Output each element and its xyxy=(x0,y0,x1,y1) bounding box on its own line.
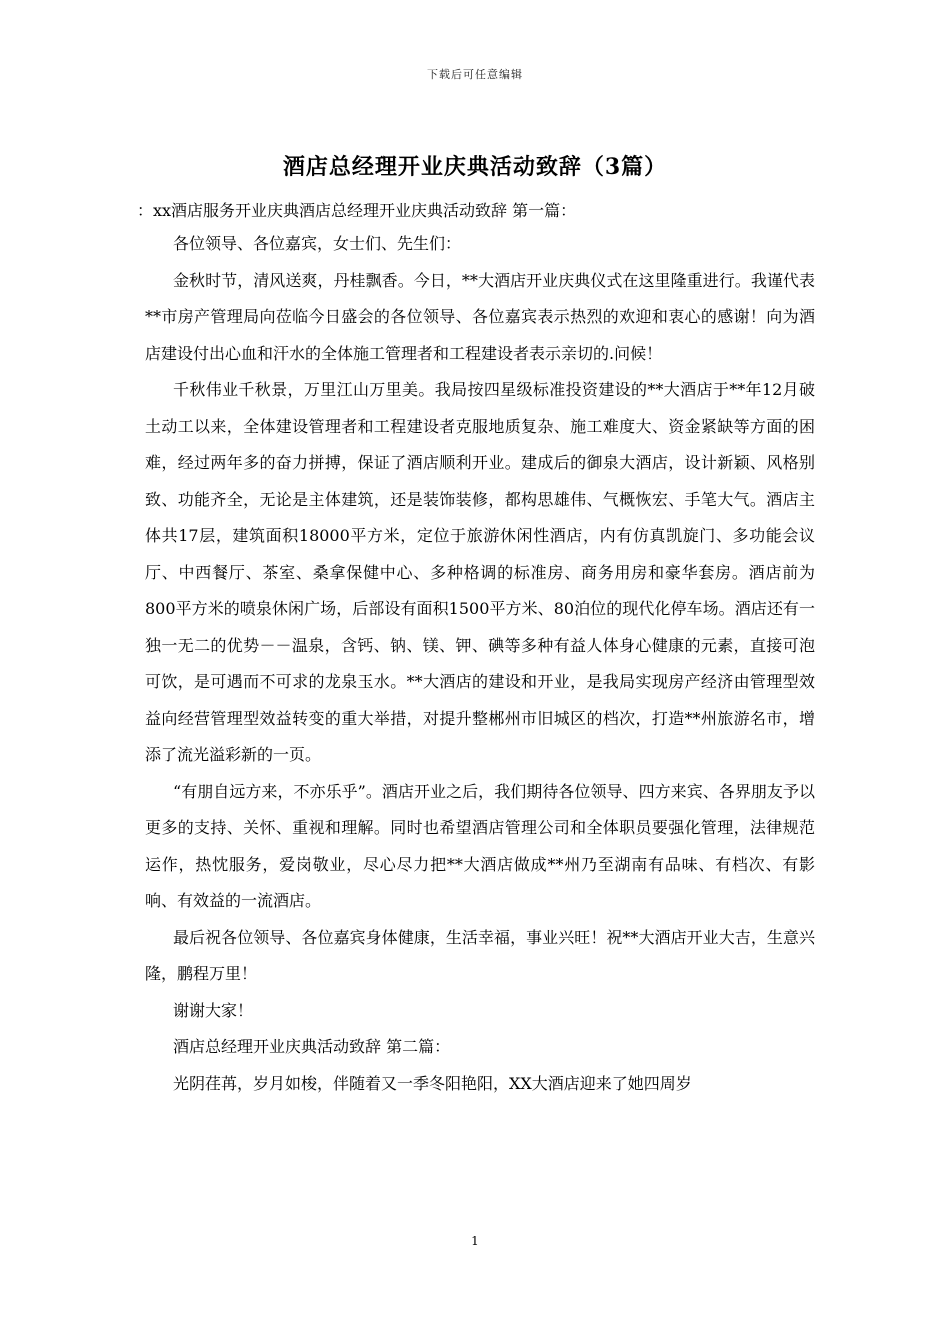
section-heading: 酒店总经理开业庆典活动致辞 第二篇： xyxy=(173,1037,451,1056)
salutation: 各位领导、各位嘉宾，女士们、先生们： xyxy=(173,234,462,253)
closing-thanks: 谢谢大家！ xyxy=(173,1000,254,1020)
paragraph: 最后祝各位领导、各位嘉宾身体健康，生活幸福，事业兴旺！祝**大酒店开业大吉，生意兴隆，鹏程万里！ xyxy=(145,927,815,983)
paragraph: 光阴荏苒，岁月如梭，伴随着又一季冬阳艳阳，XX大酒店迎来了她四周岁 xyxy=(173,1073,692,1093)
document-body xyxy=(137,196,815,1102)
paragraph: “有朋自远方来，不亦乐乎”。酒店开业之后，我们期待各位领导、四方来宾、各界朋友予以更多的支持、关怀、重视和理解。同时也希望酒店管理公司和全体职员要强化管理，法律规范运作，热忱服务，爱岗敬业，尽心尽力把**大酒店做成**州乃至湖南有品味、有档次、有影响、有效益的一流酒店。 xyxy=(145,781,815,910)
intro-line: ：xx酒店服务开业庆典酒店总经理开业庆典活动致辞 第一篇： xyxy=(137,201,577,220)
paragraph: 金秋时节，清风送爽，丹桂飘香。今日，**大酒店开业庆典仪式在这里隆重进行。我谨代表**市房产管理局向莅临今日盛会的各位领导、各位嘉宾表示热烈的欢迎和衷心的感谢！向为酒店建设付出心血和汗水的全体施工管理者和工程建设者表示亲切的.问候！ xyxy=(145,270,815,363)
page-number: 1 xyxy=(471,1234,479,1248)
paragraph: 千秋伟业千秋景，万里江山万里美。我局按四星级标准投资建设的**大酒店于**年12月破土动工以来，全体建设管理者和工程建设者克服地质复杂、施工难度大、资金紧缺等方面的困难，经过两年多的奋力拼搏，保证了酒店顺利开业。建成后的御泉大酒店，设计新颖、风格别致、功能齐全，无论是主体建筑，还是装饰装修，都构思雄伟、气概恢宏、手笔大气。酒店主体共17层，建筑面积18000平方米，定位于旅游休闲性酒店，内有仿真凯旋门、多功能会议厅、中西餐厅、茶室、桑拿保健中心、多种格调的标准房、商务用房和豪华套房。酒店前为800平方米的喷泉休闲广场，后部设有面积1500平方米、80泊位的现代化停车场。酒店还有一独一无二的优势－－温泉，含钙、钠、镁、钾、碘等多种有益人体身心健康的元素，直接可泡可饮，是可遇而不可求的龙泉玉水。**大酒店的建设和开业，是我局实现房产经济由管理型效益向经营管理型效益转变的重大举措，对提升整郴州市旧城区的档次，打造**州旅游名市，增添了流光溢彩新的一页。 xyxy=(145,380,815,764)
header-note: 下载后可任意编辑 xyxy=(427,68,523,81)
document-title: 酒店总经理开业庆典活动致辞（3篇） xyxy=(282,154,668,180)
